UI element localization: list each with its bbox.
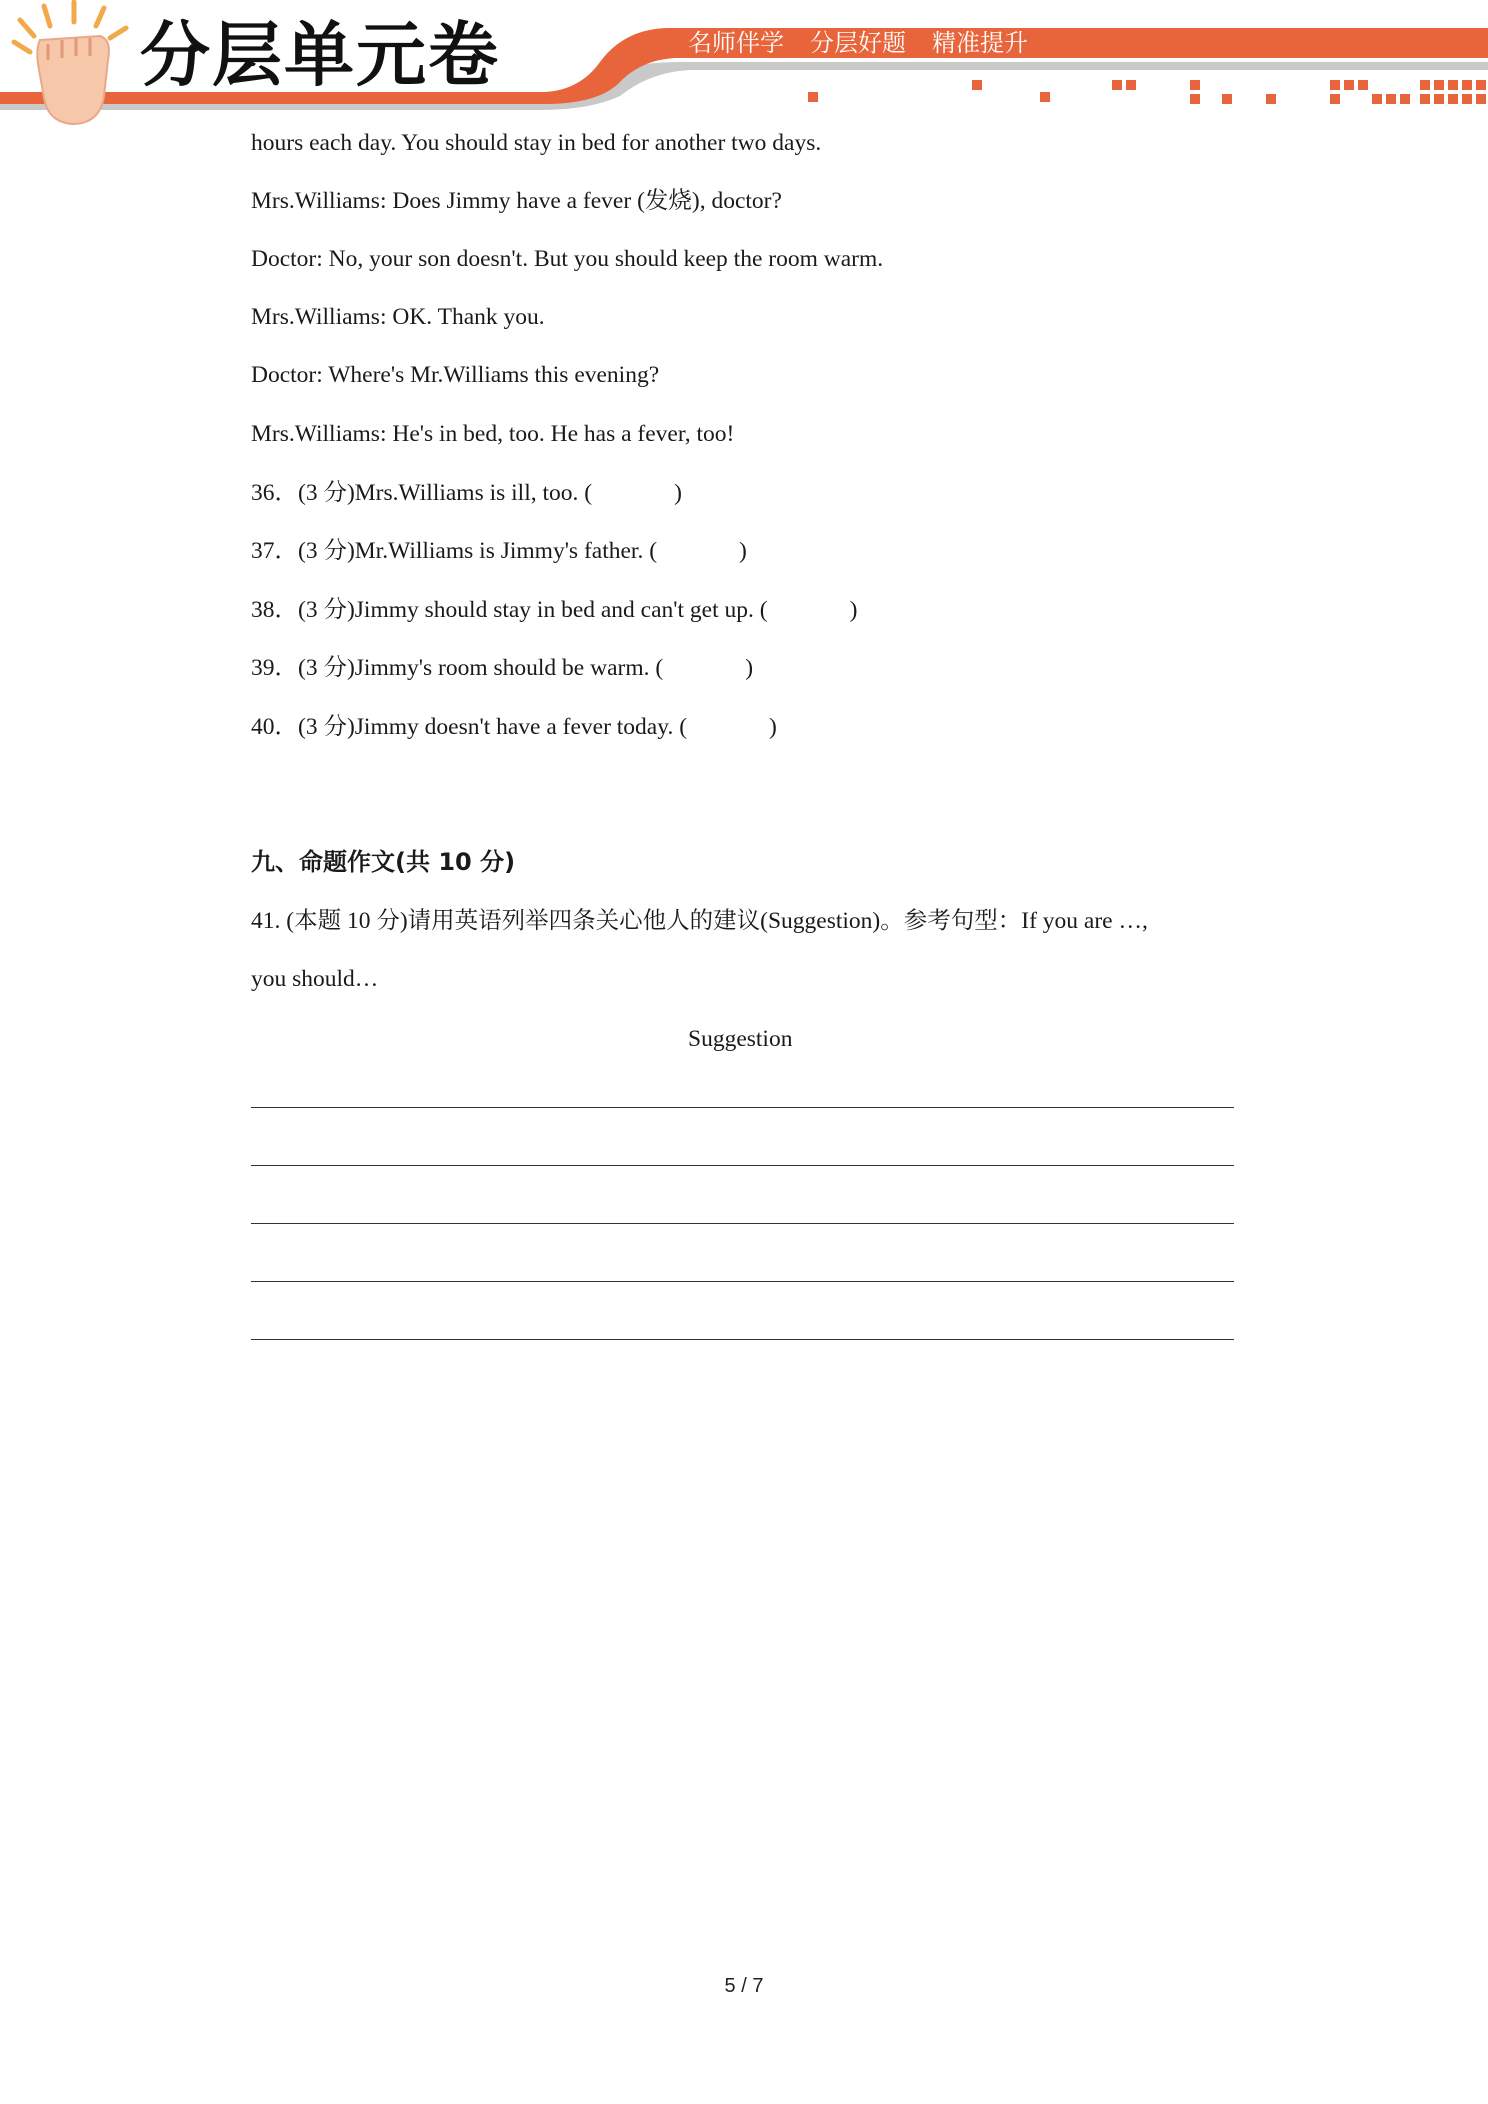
question-text: Jimmy should stay in bed and can't get up. ( xyxy=(354,597,768,623)
passage-line: Mrs.Williams: Does Jimmy have a fever (发烧), doctor? xyxy=(251,188,782,214)
passage-line: hours each day. You should stay in bed for another two days. xyxy=(251,130,822,156)
question-number: 40 xyxy=(251,714,275,740)
tagline-item: 分层好题 xyxy=(810,29,906,57)
decorative-squares xyxy=(808,80,1486,104)
question-text: Jimmy doesn't have a fever today. ( xyxy=(354,714,688,740)
question-item: 38．(3 分)Jimmy should stay in bed and can't get up. ( ) xyxy=(251,597,858,623)
question-text: Mrs.Williams is ill, too. ( xyxy=(354,480,593,506)
question-score: (3 分) xyxy=(298,714,355,740)
section-heading: 九、命题作文(共 10 分) xyxy=(251,848,516,876)
question-item: 36．(3 分)Mrs.Williams is ill, too. ( ) xyxy=(251,480,682,506)
question-close: ) xyxy=(739,538,747,564)
question-score: (3 分) xyxy=(298,597,355,623)
answer-line[interactable] xyxy=(251,1107,1234,1108)
answer-line[interactable] xyxy=(251,1339,1234,1340)
question-score: (3 分) xyxy=(298,480,355,506)
question-item: 37．(3 分)Mr.Williams is Jimmy's father. ( ) xyxy=(251,538,747,564)
answer-line[interactable] xyxy=(251,1281,1234,1282)
question-score: (3 分) xyxy=(298,655,355,681)
question-close: ) xyxy=(745,655,754,681)
writing-prompt: 41. (本题 10 分)请用英语列举四条关心他人的建议(Suggestion)。参考句型：If you are …, xyxy=(251,908,1148,934)
header-banner xyxy=(0,0,1488,128)
writing-prompt-continued: you should… xyxy=(251,966,379,992)
question-item: 39．(3 分)Jimmy's room should be warm. ( ) xyxy=(251,655,754,681)
tagline-item: 名师伴学 xyxy=(688,29,784,57)
question-close: ) xyxy=(849,597,858,623)
brand-title: 分层单元卷 xyxy=(140,14,500,96)
question-number: 36 xyxy=(251,480,275,506)
question-text: Mr.Williams is Jimmy's father. ( xyxy=(354,538,658,564)
writing-title: Suggestion xyxy=(688,1026,793,1052)
question-number: 39 xyxy=(251,655,275,681)
question-close: ) xyxy=(674,480,682,506)
tagline-item: 精准提升 xyxy=(932,29,1028,57)
passage-line: Doctor: Where's Mr.Williams this evening? xyxy=(251,362,660,388)
question-close: ) xyxy=(769,714,777,740)
tagline xyxy=(688,26,1028,60)
passage-line: Mrs.Williams: He's in bed, too. He has a fever, too! xyxy=(251,421,735,447)
question-text: Jimmy's room should be warm. ( xyxy=(354,655,664,681)
question-number: 37 xyxy=(251,538,275,564)
answer-line[interactable] xyxy=(251,1223,1234,1224)
page-number: 5 / 7 xyxy=(724,1975,764,1997)
answer-line[interactable] xyxy=(251,1165,1234,1166)
passage-line: Mrs.Williams: OK. Thank you. xyxy=(251,304,545,330)
passage-line: Doctor: No, your son doesn't. But you should keep the room warm. xyxy=(251,246,884,272)
question-score: (3 分) xyxy=(298,538,355,564)
question-number: 38 xyxy=(251,597,275,623)
question-item: 40．(3 分)Jimmy doesn't have a fever today. ( ) xyxy=(251,714,777,740)
